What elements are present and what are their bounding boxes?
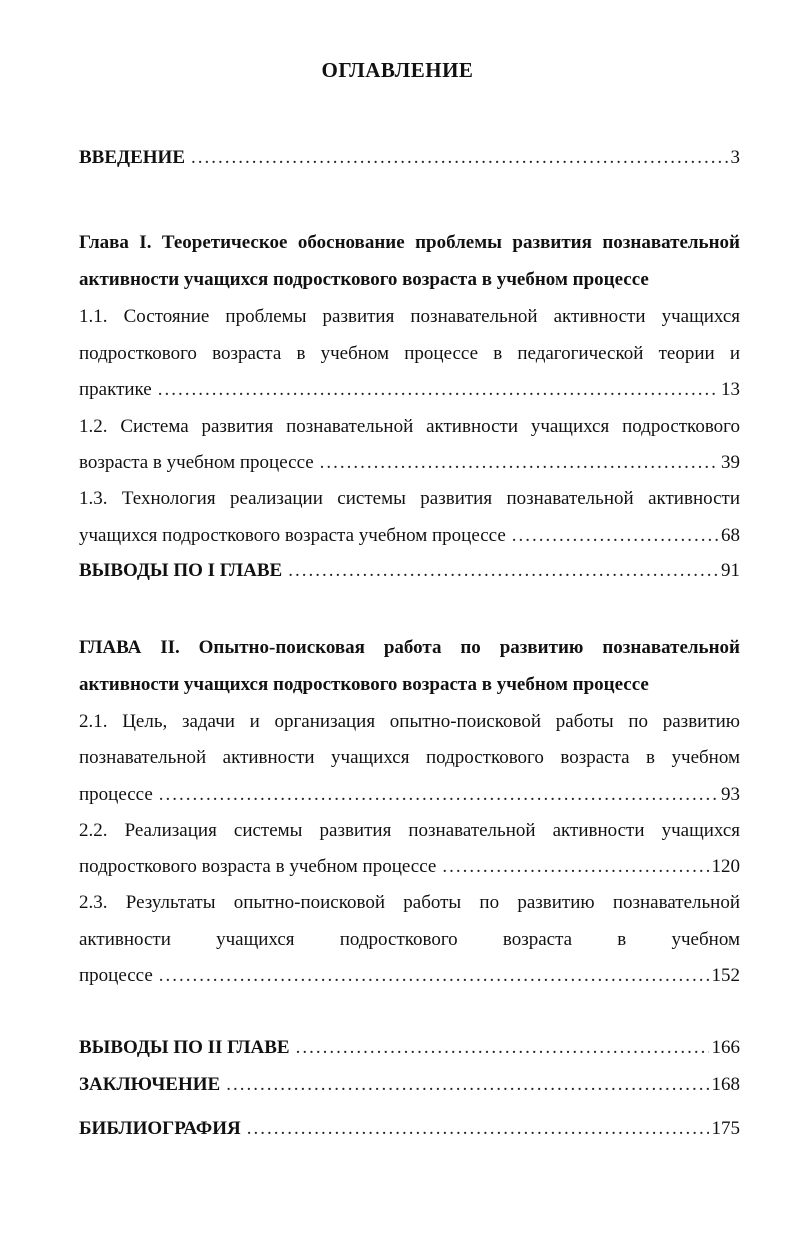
toc-page-number: 166 — [711, 1037, 740, 1058]
toc-entry-label: ЗАКЛЮЧЕНИЕ — [79, 1074, 221, 1095]
page-title: ОГЛАВЛЕНИЕ — [321, 58, 474, 82]
toc-page-number: 93 — [721, 784, 740, 805]
toc-entry-label: практике — [79, 379, 152, 400]
toc-entry-label: учащихся подросткового возраста учебном процессе — [79, 525, 506, 546]
toc-entry-intro — [79, 144, 740, 172]
toc-entry-bibliography — [79, 1115, 740, 1143]
dot-leader — [191, 144, 728, 172]
dot-leader — [158, 376, 718, 404]
section-2-2-line1: 2.2. Реализация системы развития познавательной активности учащихся — [79, 820, 740, 841]
section-1-1-line1: 1.1. Состояние проблемы развития познавательной активности учащихся — [79, 306, 740, 327]
toc-entry-2-2 — [79, 853, 740, 881]
section-1-2-line1: 1.2. Система развития познавательной активности учащихся подросткового — [79, 416, 740, 437]
chapter1-heading-line2: активности учащихся подросткового возраста в учебном процессе — [79, 269, 649, 290]
chapter2-heading-line2: активности учащихся подросткового возраста в учебном процессе — [79, 674, 649, 695]
toc-entry-label: процессе — [79, 784, 153, 805]
dot-leader — [247, 1115, 709, 1143]
chapter2-heading-line1: ГЛАВА II. Опытно-поисковая работа по развитию познавательной — [79, 637, 740, 658]
toc-page-number: 68 — [721, 525, 740, 546]
toc-entry-label: ВЫВОДЫ ПО II ГЛАВЕ — [79, 1037, 290, 1058]
section-1-1-line2: подросткового возраста в учебном процессе в педагогической теории и — [79, 343, 740, 364]
toc-entry-1-3 — [79, 522, 740, 550]
dot-leader — [512, 522, 718, 550]
section-2-1-line1: 2.1. Цель, задачи и организация опытно-поисковой работы по развитию — [79, 711, 740, 732]
toc-page-number: 39 — [721, 452, 740, 473]
dot-leader — [320, 449, 718, 477]
section-2-3-line2: активности учащихся подросткового возраста в учебном — [79, 929, 740, 950]
dot-leader — [288, 557, 718, 585]
toc-entry-conclusion — [79, 1071, 740, 1099]
toc-page-number: 168 — [711, 1074, 740, 1095]
toc-entry-chapter1-conclusion — [79, 557, 740, 585]
toc-entry-label: процессе — [79, 965, 153, 986]
toc-entry-2-3 — [79, 962, 740, 990]
dot-leader — [296, 1034, 709, 1062]
dot-leader — [442, 853, 708, 881]
chapter1-heading-line1: Глава I. Теоретическое обоснование проблемы развития познавательной — [79, 232, 740, 253]
section-2-3-line1: 2.3. Результаты опытно-поисковой работы по развитию познавательной — [79, 892, 740, 913]
section-1-3-line1: 1.3. Технология реализации системы развития познавательной активности — [79, 488, 740, 509]
toc-entry-chapter2-conclusion — [79, 1034, 740, 1062]
section-2-1-line2: познавательной активности учащихся подросткового возраста в учебном — [79, 747, 740, 768]
toc-page-number: 152 — [711, 965, 740, 986]
toc-page-number: 3 — [730, 147, 740, 168]
toc-page-number: 175 — [711, 1118, 740, 1139]
dot-leader — [159, 781, 718, 809]
toc-entry-label: подросткового возраста в учебном процессе — [79, 856, 437, 877]
toc-page-number: 13 — [721, 379, 740, 400]
toc-entry-label: ВЫВОДЫ ПО I ГЛАВЕ — [79, 560, 283, 581]
toc-entry-label: ВВЕДЕНИЕ — [79, 147, 185, 168]
dot-leader — [226, 1071, 708, 1099]
toc-entry-2-1 — [79, 781, 740, 809]
toc-entry-label: БИБЛИОГРАФИЯ — [79, 1118, 241, 1139]
toc-page-number: 120 — [711, 856, 740, 877]
toc-entry-1-1 — [79, 376, 740, 404]
toc-page-number: 91 — [721, 560, 740, 581]
toc-entry-label: возраста в учебном процессе — [79, 452, 314, 473]
toc-entry-1-2 — [79, 449, 740, 477]
dot-leader — [159, 962, 709, 990]
